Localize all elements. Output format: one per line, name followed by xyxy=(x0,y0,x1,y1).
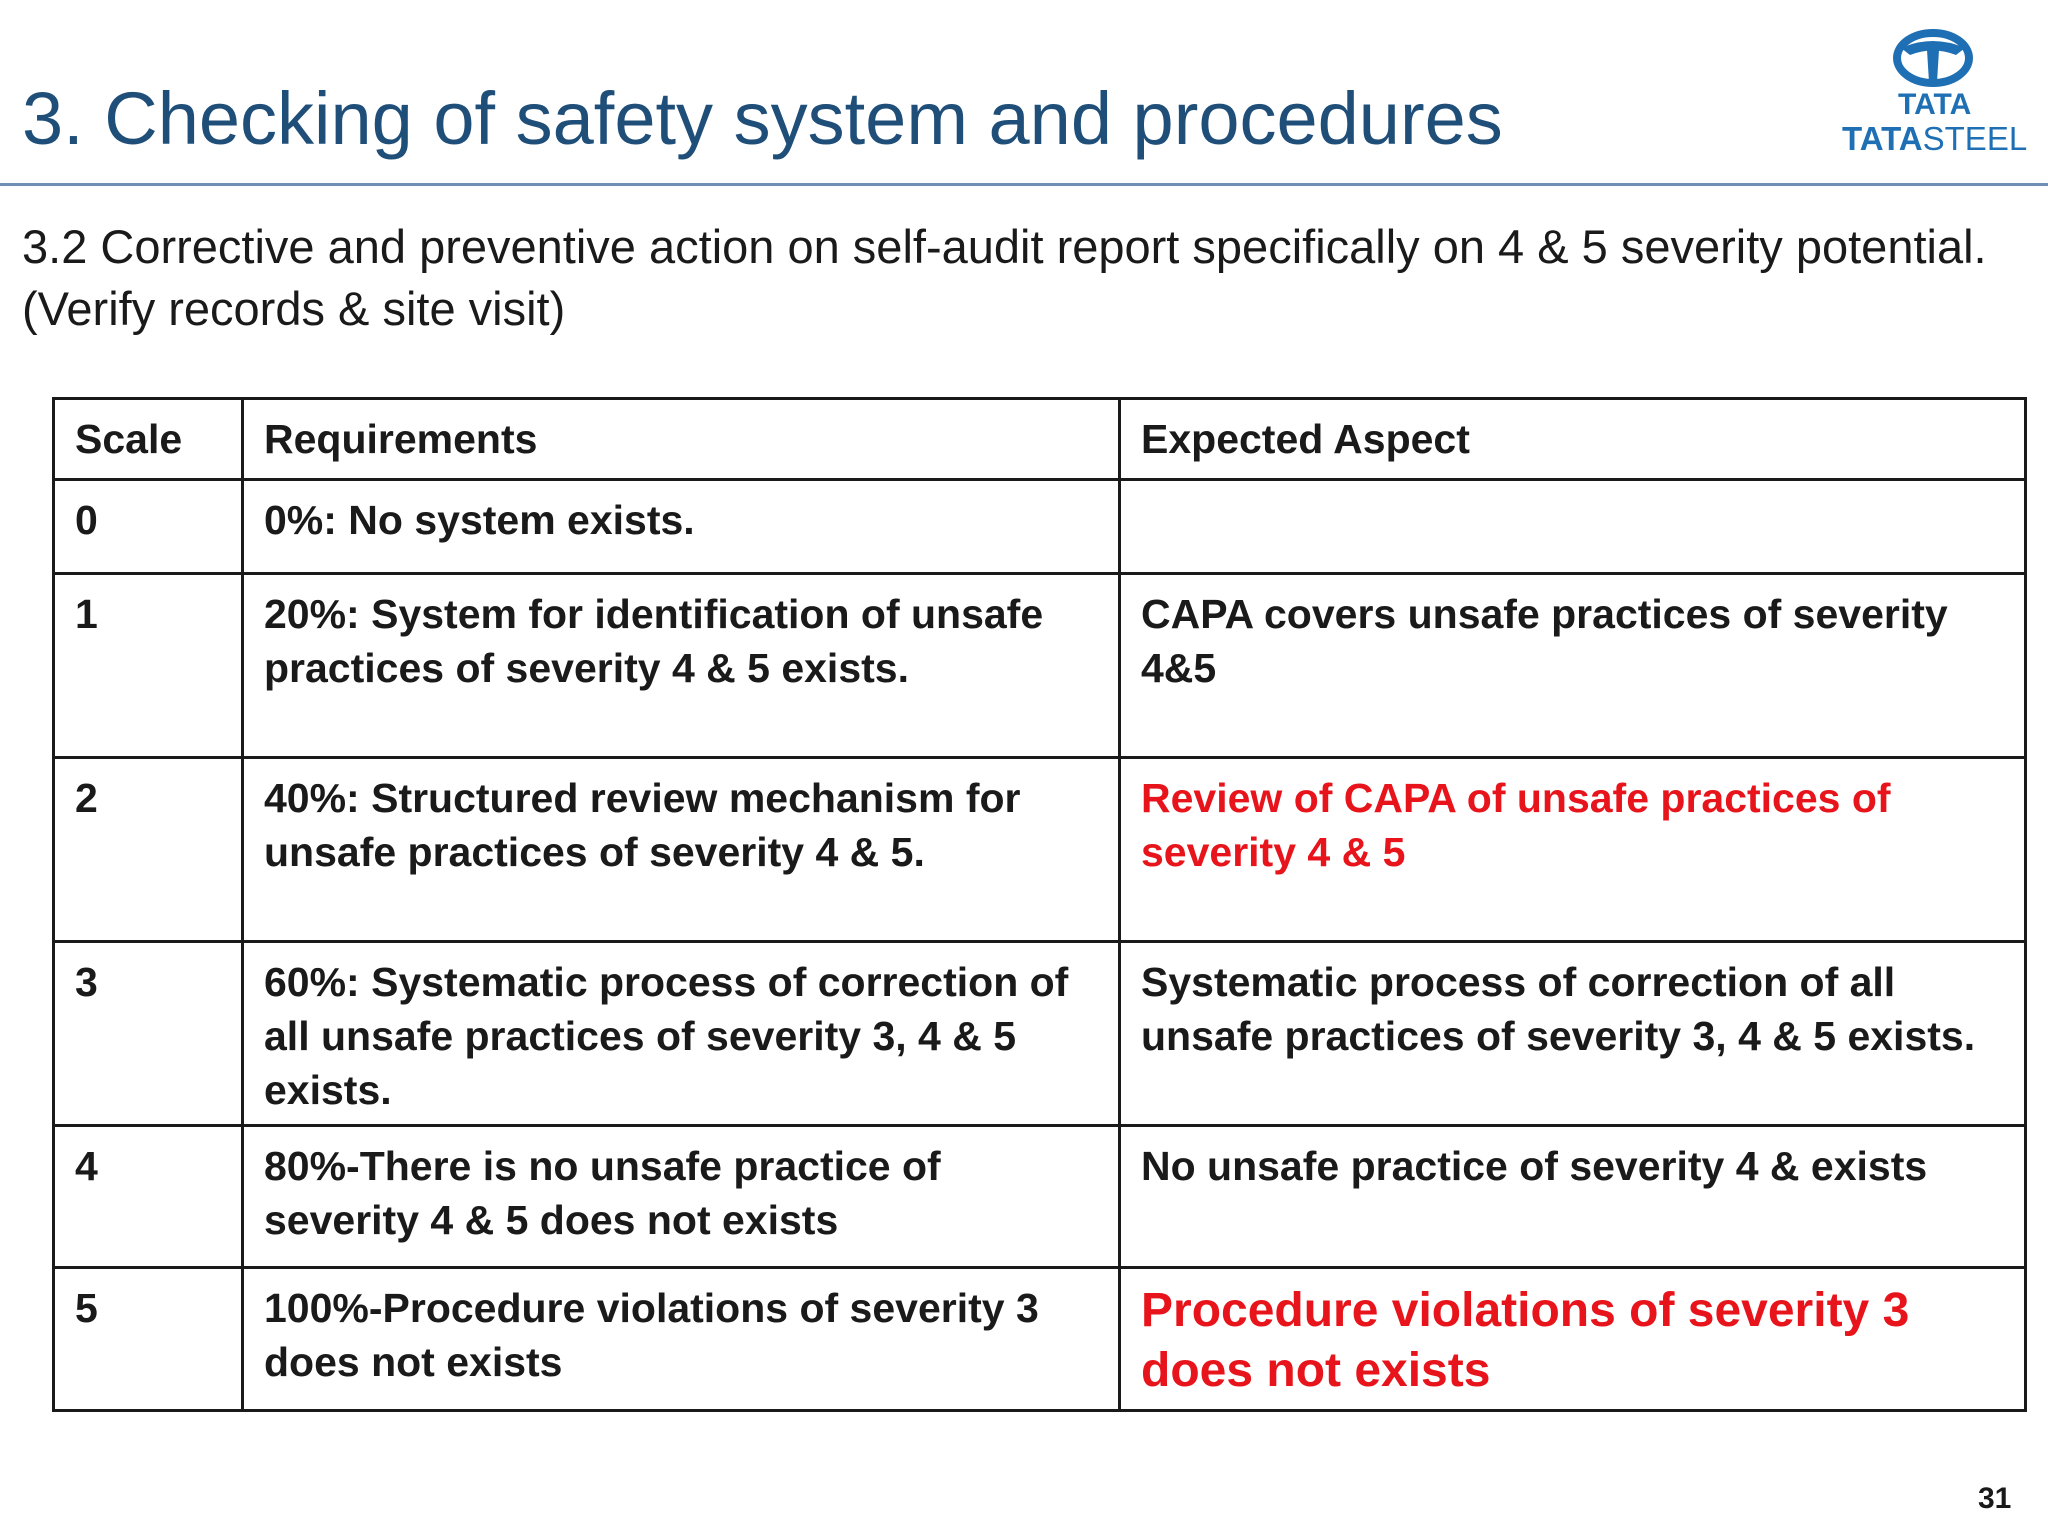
scale-cell: 3 xyxy=(54,942,243,1126)
expected-cell-highlighted: Review of CAPA of unsafe practices of severity 4 & 5 xyxy=(1120,758,2026,942)
scale-cell: 1 xyxy=(54,574,243,758)
expected-cell: CAPA covers unsafe practices of severity 4&5 xyxy=(1120,574,2026,758)
header-expected-aspect: Expected Aspect xyxy=(1120,399,2026,480)
logo-word-tatasteel xyxy=(1842,122,2027,155)
logo-word-tata: TATA xyxy=(1898,88,1972,121)
requirement-cell: 100%-Procedure violations of severity 3 does not exists xyxy=(243,1268,1120,1411)
requirement-cell: 60%: Systematic process of correction of all unsafe practices of severity 3, 4 & 5 exists. xyxy=(243,942,1120,1126)
expected-cell xyxy=(1120,480,2026,574)
scale-table xyxy=(52,397,2027,1412)
header-requirements: Requirements xyxy=(243,399,1120,480)
slide-subtitle: 3.2 Corrective and preventive action on self-audit report specifically on 4 & 5 severity potential. (Verify records & site visit) xyxy=(22,220,1987,335)
table-header-row xyxy=(54,399,2026,480)
scale-cell: 2 xyxy=(54,758,243,942)
requirement-cell: 20%: System for identification of unsafe practices of severity 4 & 5 exists. xyxy=(243,574,1120,758)
table-row xyxy=(54,942,2026,1126)
expected-cell-highlighted: Procedure violations of severity 3 does not exists xyxy=(1120,1268,2026,1411)
scale-cell: 0 xyxy=(54,480,243,574)
page-number: 31 xyxy=(1978,1482,2012,1515)
requirement-cell: 80%-There is no unsafe practice of severity 4 & 5 does not exists xyxy=(243,1126,1120,1268)
title-divider xyxy=(0,183,2048,186)
logo-word-steel: STEEL xyxy=(1922,120,2028,157)
table-row xyxy=(54,1126,2026,1268)
table-row xyxy=(54,758,2026,942)
expected-cell: Systematic process of correction of all unsafe practices of severity 3, 4 & 5 exists. xyxy=(1120,942,2026,1126)
header-scale: Scale xyxy=(54,399,243,480)
scale-cell: 4 xyxy=(54,1126,243,1268)
slide-title: 3. Checking of safety system and procedures xyxy=(22,77,1503,160)
logo-word-tata-bold: TATA xyxy=(1842,120,1923,157)
tata-steel-logo xyxy=(1838,28,2028,158)
expected-cell: No unsafe practice of severity 4 & exists xyxy=(1120,1126,2026,1268)
requirement-cell: 0%: No system exists. xyxy=(243,480,1120,574)
table-row xyxy=(54,1268,2026,1411)
scale-cell: 5 xyxy=(54,1268,243,1411)
table-row xyxy=(54,480,2026,574)
table-row xyxy=(54,574,2026,758)
requirement-cell: 40%: Structured review mechanism for unsafe practices of severity 4 & 5. xyxy=(243,758,1120,942)
